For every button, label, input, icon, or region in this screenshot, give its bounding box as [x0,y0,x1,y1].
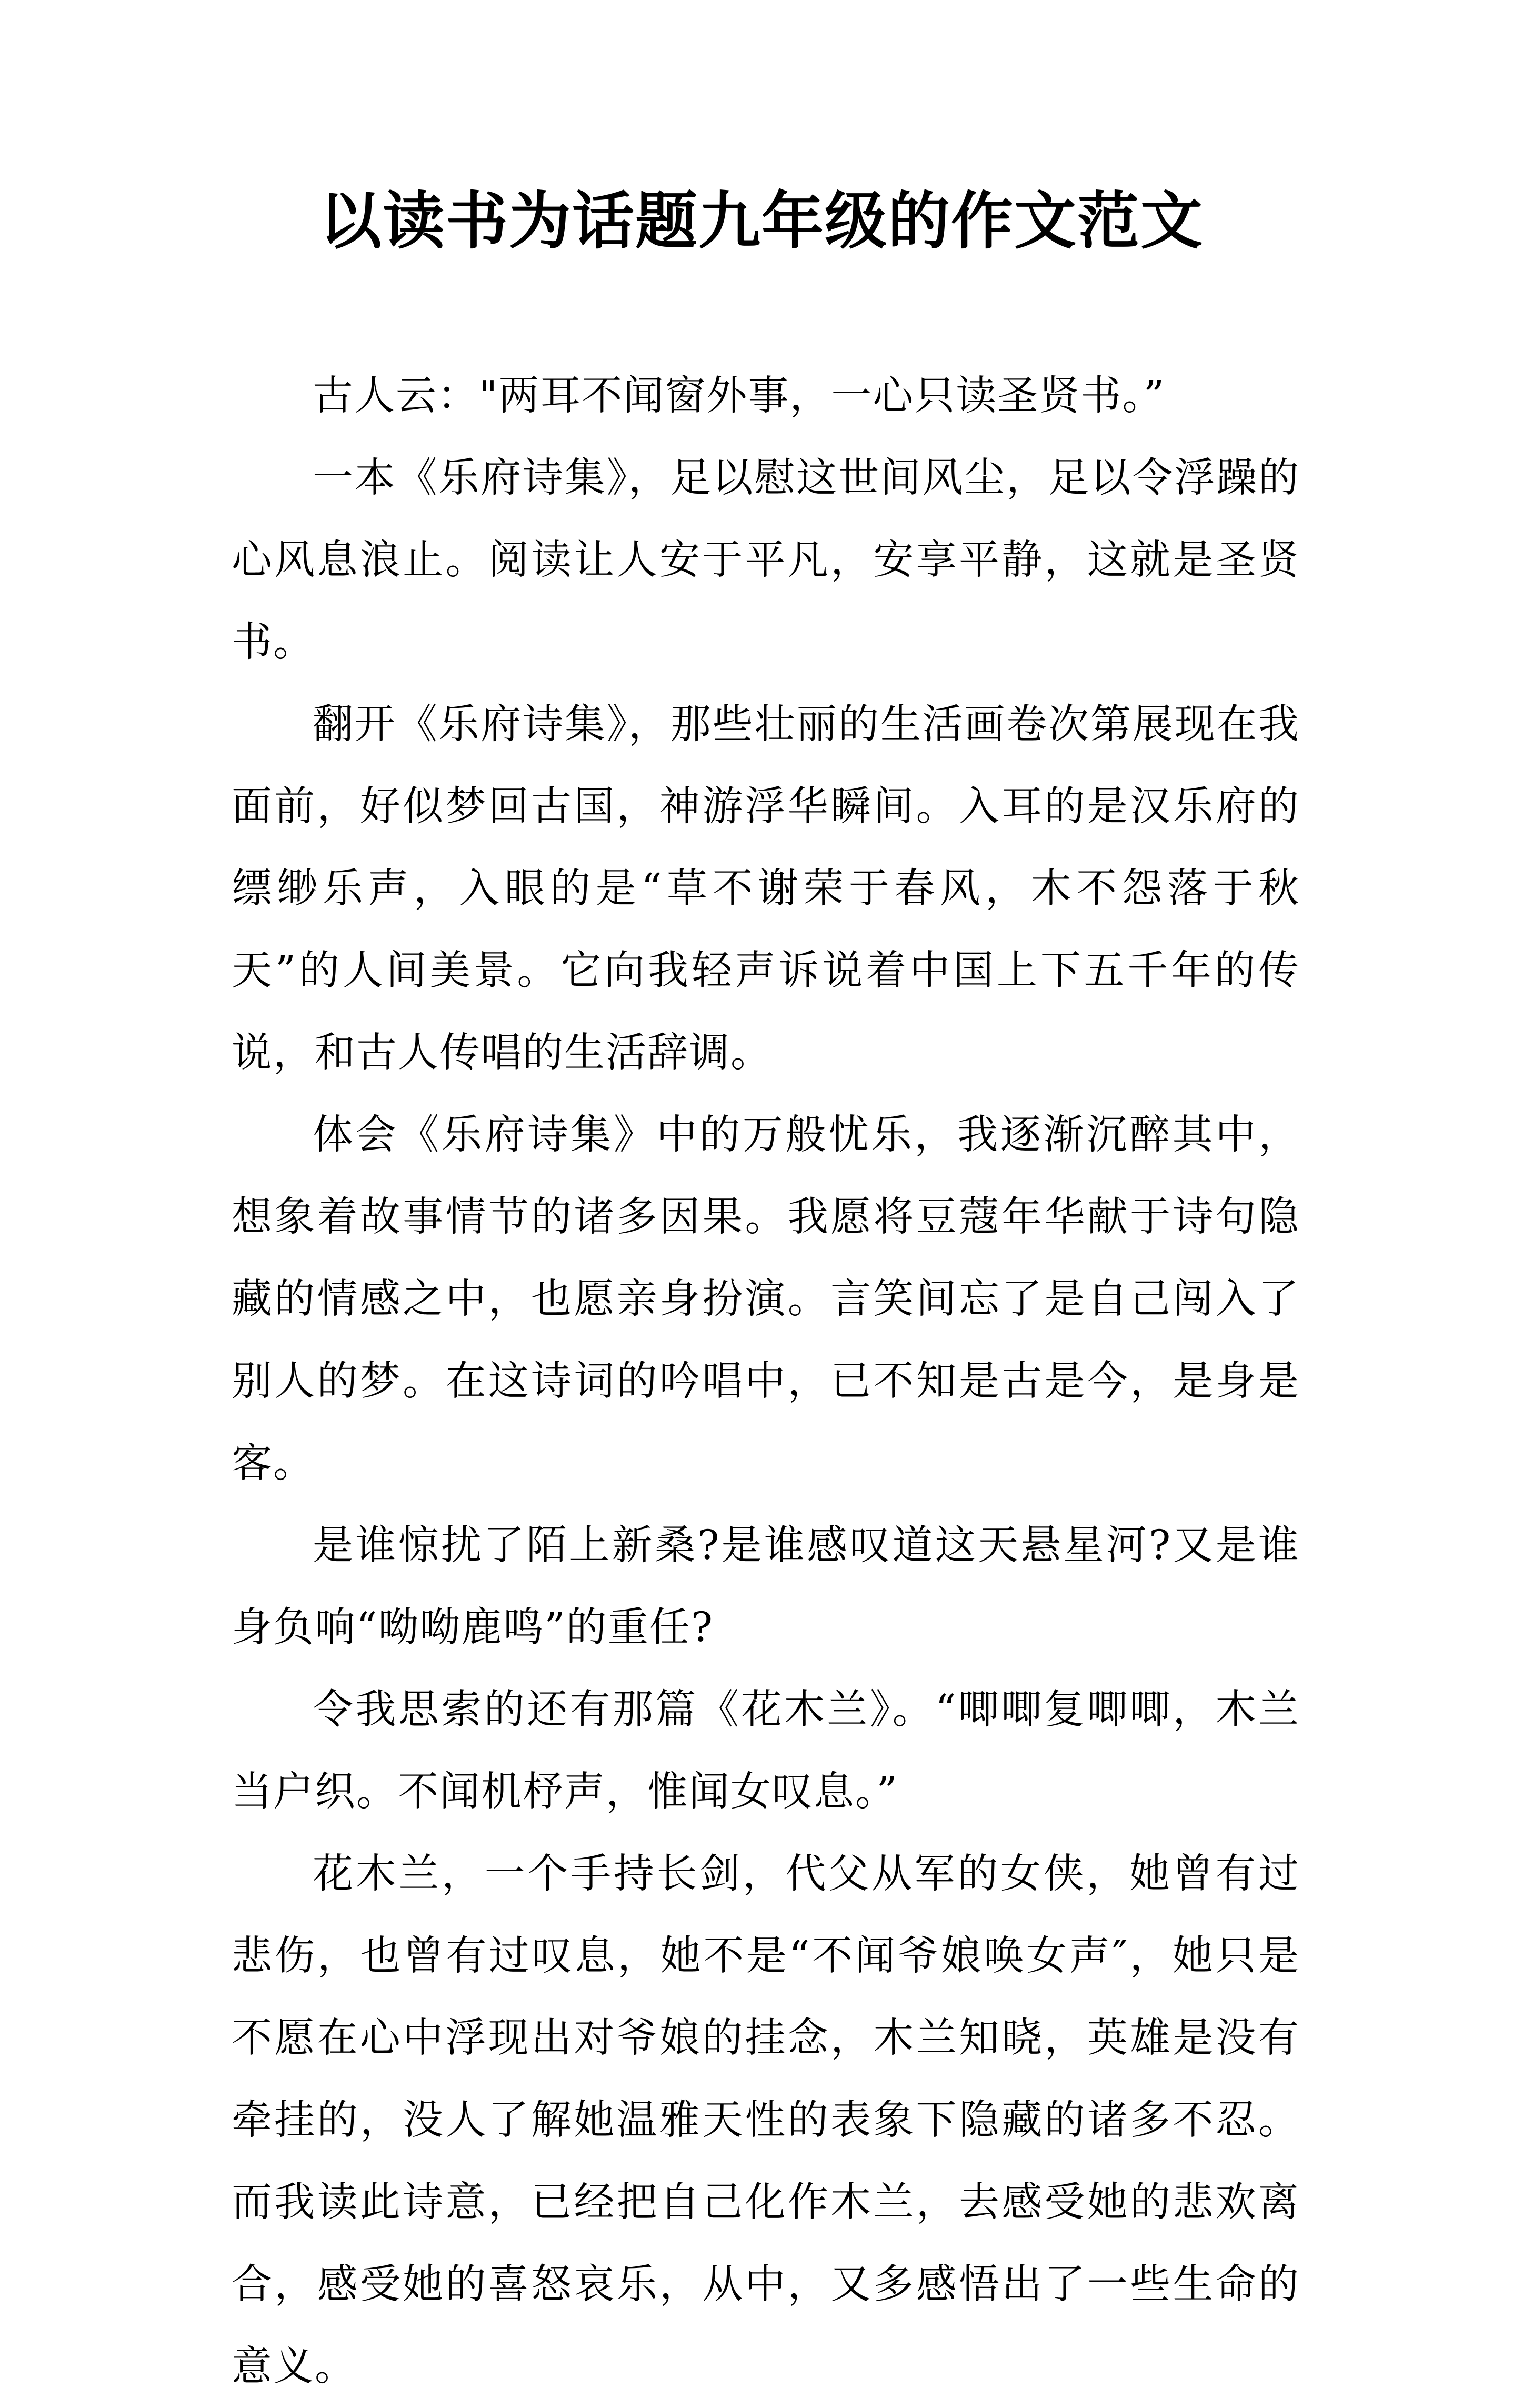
paragraph: 是谁惊扰了陌上新桑?是谁感叹道这天悬星河?又是谁身负响“呦呦鹿鸣”的重任? [232,1522,1300,1651]
paragraph: 翻开《乐府诗集》，那些壮丽的生活画卷次第展现在我面前，好似梦回古国，神游浮华瞬间。入耳的是汉乐府的缥缈乐声，入眼的是“草不谢荣于春风，木不怨落于秋天”的人间美景。它向我轻声诉说着中国上下五千年的传说，和古人传唱的生活辞调。 [232,701,1300,1076]
document-body [232,355,1300,2408]
paragraph: 一本《乐府诗集》，足以慰这世间风尘，足以令浮躁的心风息浪止。阅读让人安于平凡，安享平静，这就是圣贤书。 [232,455,1300,666]
paragraph: 古人云："两耳不闻窗外事，一心只读圣贤书。” [313,373,1166,419]
paragraph: 令我思索的还有那篇《花木兰》。“唧唧复唧唧，木兰当户织。不闻机杼声，惟闻女叹息。” [232,1686,1300,1815]
document-title: 以读书为话题九年级的作文范文 [319,184,1204,257]
paragraph: 体会《乐府诗集》中的万般忧乐，我逐渐沉醉其中，想象着故事情节的诸多因果。我愿将豆蔻年华献于诗句隐藏的情感之中，也愿亲身扮演。言笑间忘了是自己闯入了别人的梦。在这诗词的吟唱中，已不知是古是今，是身是客。 [232,1112,1300,1487]
paragraph: 花木兰，一个手持长剑，代父从军的女侠，她曾有过悲伤，也曾有过叹息，她不是“不闻爷娘唤女声″，她只是不愿在心中浮现出对爷娘的挂念，木兰知晓，英雄是没有牵挂的，没人了解她温雅天性的表象下隐藏的诸多不忍。而我读此诗意，已经把自己化作木兰，去感受她的悲欢离合，感受她的喜怒哀乐，从中，又多感悟出了一些生命的意义。 [232,1851,1300,2390]
